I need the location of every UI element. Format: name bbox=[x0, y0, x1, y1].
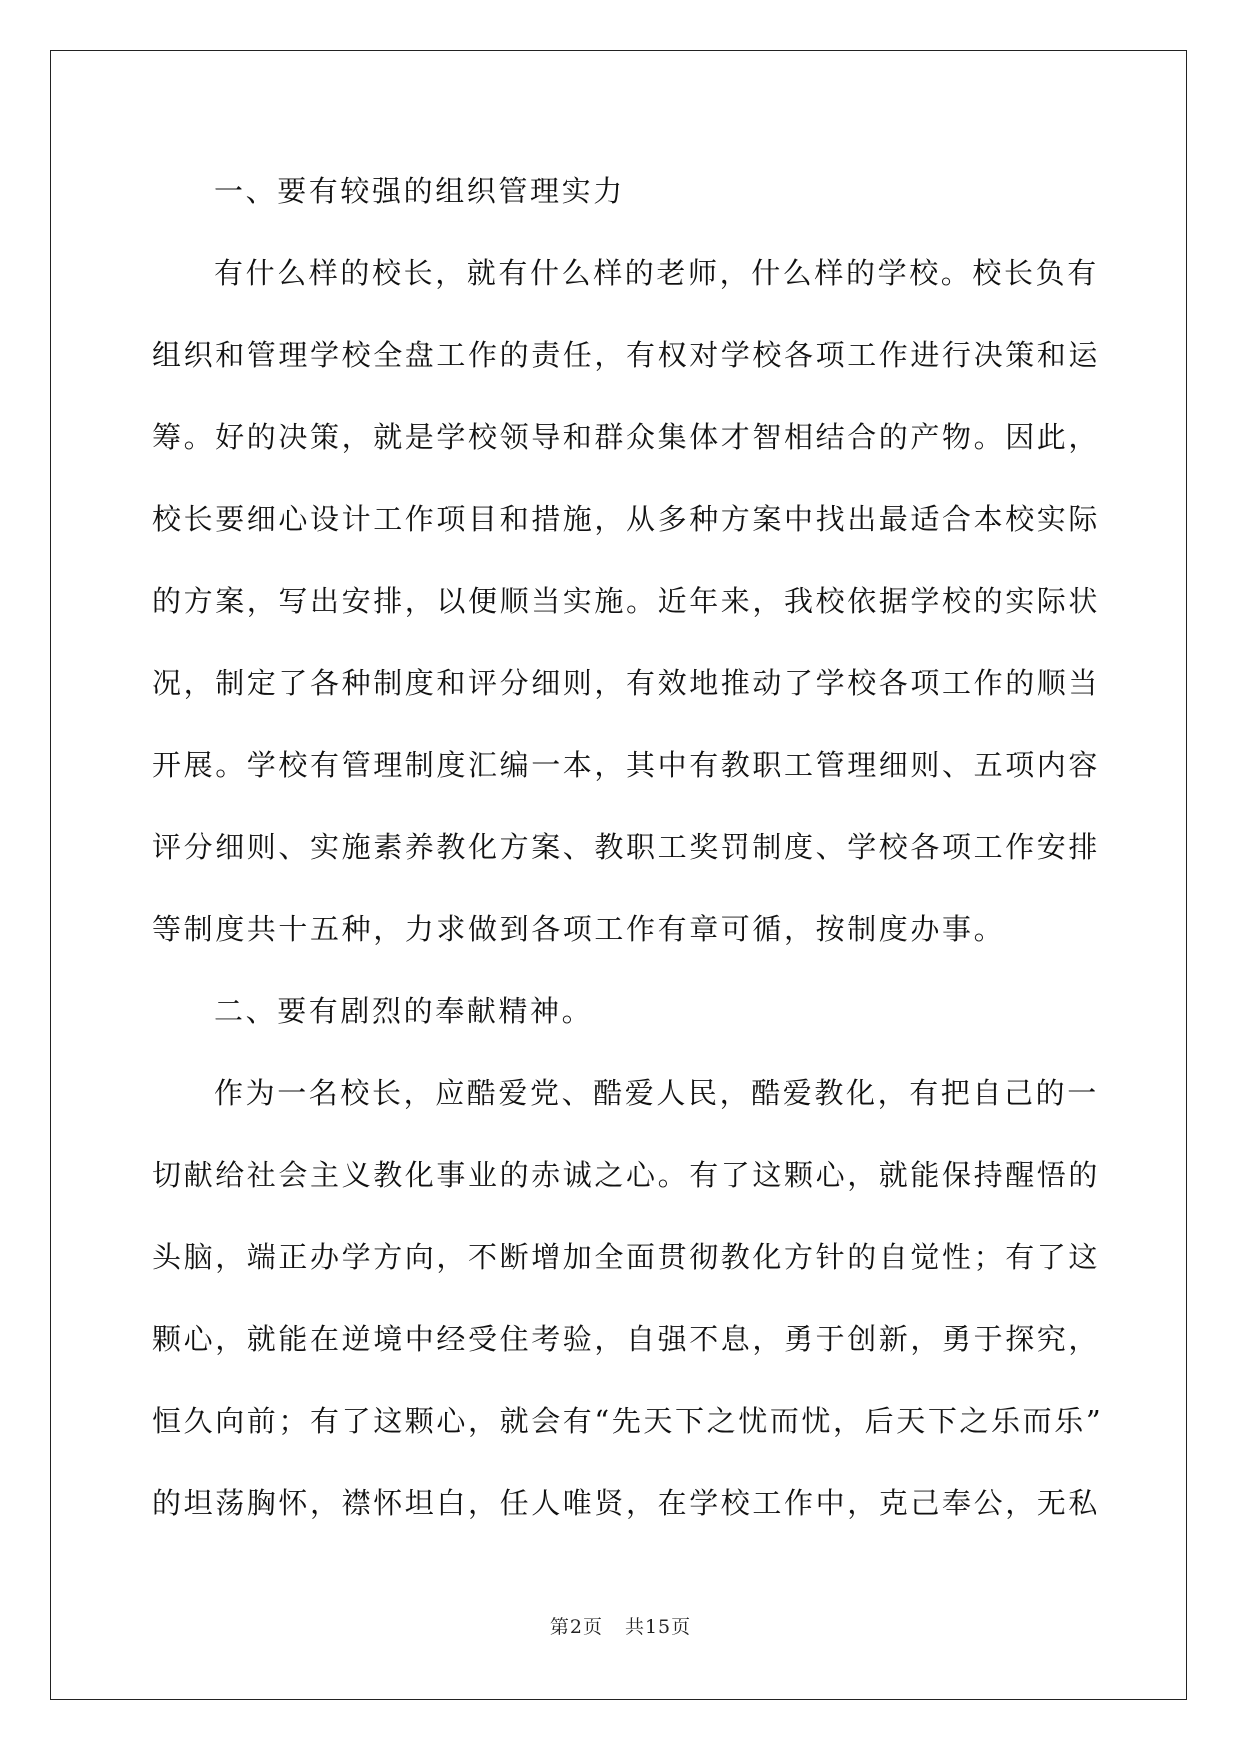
paragraph-line: 筹。好的决策，就是学校领导和群众集体才智相结合的产物。因此， bbox=[152, 420, 1101, 454]
page-footer bbox=[0, 1612, 1241, 1639]
paragraph-line: 校长要细心设计工作项目和措施，从多种方案中找出最适合本校实际 bbox=[152, 502, 1101, 536]
paragraph-line: 评分细则、实施素养教化方案、教职工奖罚制度、学校各项工作安排 bbox=[152, 830, 1101, 864]
paragraph-line: 开展。学校有管理制度汇编一本，其中有教职工管理细则、五项内容 bbox=[152, 748, 1101, 782]
paragraph-line: 恒久向前；有了这颗心，就会有“先天下之忧而忧，后天下之乐而乐” bbox=[152, 1404, 1104, 1438]
paragraph-line: 头脑，端正办学方向，不断增加全面贯彻教化方针的自觉性；有了这 bbox=[152, 1240, 1101, 1274]
section-heading-1: 一、要有较强的组织管理实力 bbox=[214, 174, 625, 208]
paragraph-line: 的方案，写出安排，以便顺当实施。近年来，我校依据学校的实际状 bbox=[152, 584, 1101, 618]
page-total: 共15页 bbox=[624, 1616, 692, 1638]
document-body bbox=[152, 150, 1104, 1544]
page-number: 第2页 bbox=[549, 1616, 603, 1638]
paragraph-line: 有什么样的校长，就有什么样的老师，什么样的学校。校长负有 bbox=[214, 256, 1099, 290]
paragraph-line: 组织和管理学校全盘工作的责任，有权对学校各项工作进行决策和运 bbox=[152, 338, 1101, 372]
paragraph-line: 的坦荡胸怀，襟怀坦白，任人唯贤，在学校工作中，克己奉公，无私 bbox=[152, 1486, 1101, 1520]
paragraph-line: 作为一名校长，应酷爱党、酷爱人民，酷爱教化，有把自己的一 bbox=[214, 1076, 1099, 1110]
section-heading-2: 二、要有剧烈的奉献精神。 bbox=[214, 994, 594, 1028]
paragraph-line: 况，制定了各种制度和评分细则，有效地推动了学校各项工作的顺当 bbox=[152, 666, 1101, 700]
paragraph-line: 颗心，就能在逆境中经受住考验，自强不息，勇于创新，勇于探究， bbox=[152, 1322, 1101, 1356]
paragraph-line: 切献给社会主义教化事业的赤诚之心。有了这颗心，就能保持醒悟的 bbox=[152, 1158, 1101, 1192]
paragraph-line: 等制度共十五种，力求做到各项工作有章可循，按制度办事。 bbox=[152, 912, 1006, 946]
